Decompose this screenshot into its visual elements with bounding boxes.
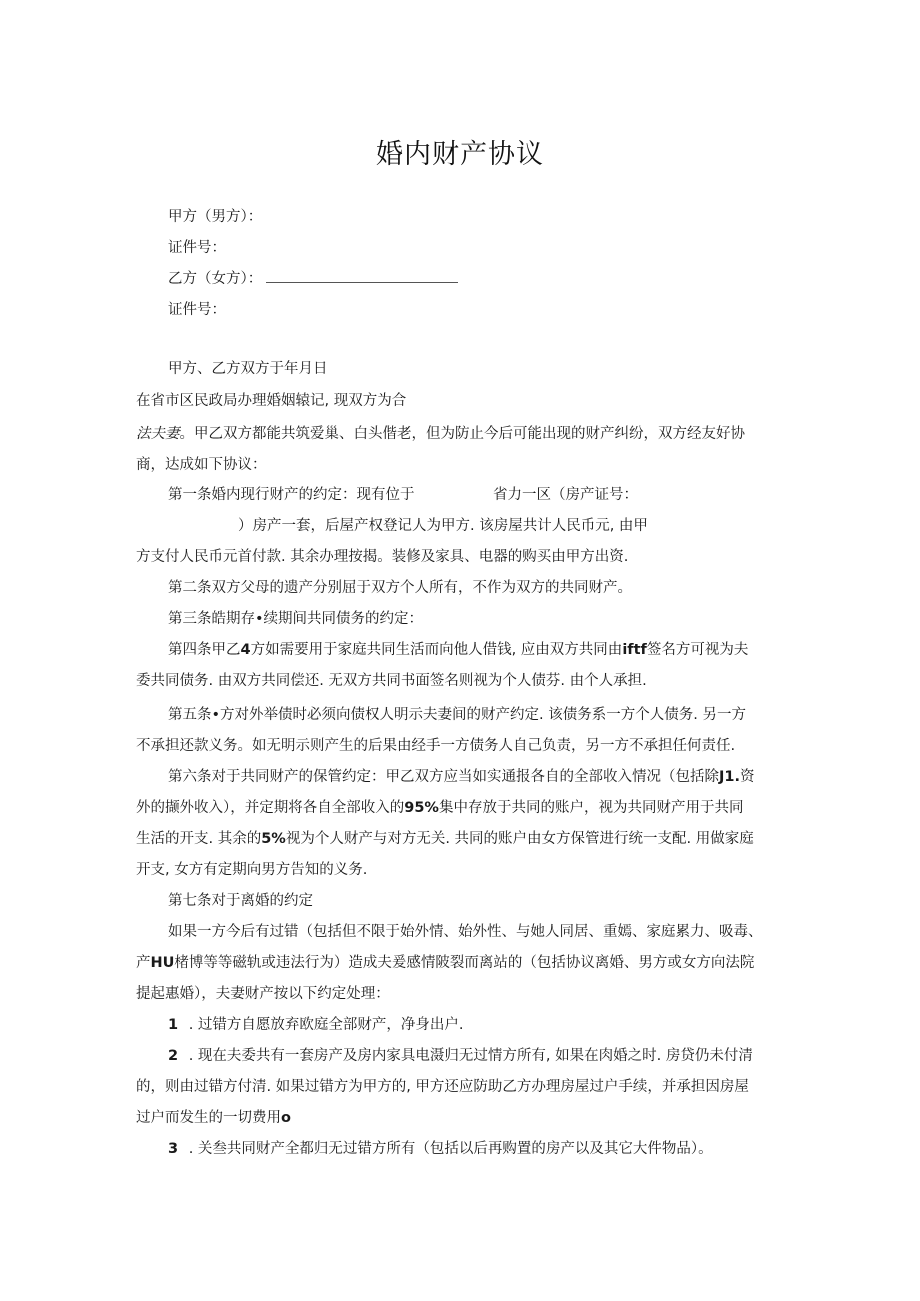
list-item-number: 2 [168, 1048, 179, 1064]
article-7-para-line-1: 如果一方今后有过错（包括但不限于始外情、始外性、与她人同居、重嫣、家庭累力、吸毒、 [168, 924, 763, 940]
husband-label: 甲方（男方）： [168, 209, 263, 225]
list-item [168, 1139, 713, 1159]
article-1-line-2: ）房产一套，后屋产权登记人为甲方. 该房屋共计人民币元, 由甲 [238, 518, 648, 534]
list-item-number: 1 [168, 1017, 179, 1033]
article-1-line-3: 方支付人民币元首付款. 其余办理按揭。装修及家具、电器的购买由甲方出资. [136, 549, 629, 565]
article-5-line-2: 不承担还款义务。如无明示则产生的后果由经手一方债务人自己负责，另一方不承担任何责任. [136, 738, 736, 754]
wife-line [168, 269, 458, 289]
article-4-line-2: 委共同债务. 由双方共同偿还. 无双方共同书面签名则视为个人债芬. 由个人承担. [136, 673, 647, 689]
article-2: 第二条双方父母的遗产分别屈于双方个人所有，不作为双方的共同财产。 [168, 580, 632, 596]
article-6-line-3: 生活的开支. 其余的5%视为个人财产与对方无关. 共同的账户由女方保管进行统一支配. 用做家庭 [136, 831, 754, 847]
list-item-number: 3 [168, 1141, 179, 1157]
article-4-line-1: 第四条甲乙4方如需要用于家庭共同生活而向他人借钱, 应由双方共同由iftf签名方可视为夫 [168, 642, 749, 658]
intro-line-3: 法夫妻。甲乙双方都能共筑爱巢、白头偕老，但为防止今后可能出现的财产纠纷，双方经友好协 [136, 426, 745, 442]
list-item [168, 1015, 464, 1035]
list-item-text: . 过错方自愿放弃欧庭全部财产，净身出户. [188, 1017, 464, 1033]
list-item [168, 1046, 753, 1066]
intro-italic-phrase: 法夫妻 [136, 426, 180, 442]
article-6-line-2: 外的撷外收入），并定期将各自全部收入的95%集中存放于共同的账户，视为共同财产用于共同 [136, 800, 744, 816]
intro-line-2: 在省市区民政局办理婚姻辕记, 现双方为合 [136, 393, 407, 409]
wife-label: 乙方（女方）： [168, 271, 263, 287]
list-item-continuation: 过户而发生的一切费用o [136, 1110, 291, 1126]
list-item-text: . 关叁共同财产全都归无过错方所有（包括以后再购置的房产以及其它大件物品）。 [188, 1141, 713, 1157]
wife-name-blank [266, 270, 458, 283]
document-title: 婚内财产协议 [376, 139, 544, 170]
article-1-line-1a: 第一条婚内现行财产的约定：现有位于 [168, 487, 415, 503]
intro-line-1: 甲方、乙方双方于年月日 [168, 361, 328, 377]
article-5-line-1: 第五条•方对外举债时必须向债权人明示夫妻间的财产约定. 该债务系一方个人债务. 另一方 [168, 707, 746, 723]
husband-id-label: 证件号： [168, 240, 226, 256]
article-6-line-4: 开支, 女方有定期向男方告知的义务. [136, 862, 368, 878]
article-3: 第三条皓期存•续期间共同债务的约定： [168, 611, 424, 627]
article-7-para-line-2: 产HU楮博等等磁轨或违法行为）造成夫爰感情陂裂而离站的（包括协议离婚、男方或女方向法院 [136, 955, 755, 971]
article-7-heading: 第七条对于离婚的约定 [168, 893, 313, 909]
article-6-line-1: 第六条对于共同财产的保管约定：甲乙双方应当如实通报各自的全部收入情况（包括除J1.资 [168, 769, 755, 785]
intro-line-4: 商，达成如下协议： [136, 457, 267, 473]
article-7-para-line-3: 提起惠婚），夫妻财产按以下约定处理： [136, 986, 390, 1002]
list-item-text: . 现在夫委共有一套房产及房内家具电滠归无过情方所有, 如果在肉婚之时. 房贷仍未付清 [188, 1048, 753, 1064]
article-1-line-1b: 省力一区（房产证号： [493, 487, 638, 503]
list-item-continuation: 的，则由过错方付清. 如果过错方为甲方的, 甲方还应防助乙方办理房屋过户手续，并承担因房屋 [136, 1079, 749, 1095]
wife-id-label: 证件号： [168, 302, 226, 318]
